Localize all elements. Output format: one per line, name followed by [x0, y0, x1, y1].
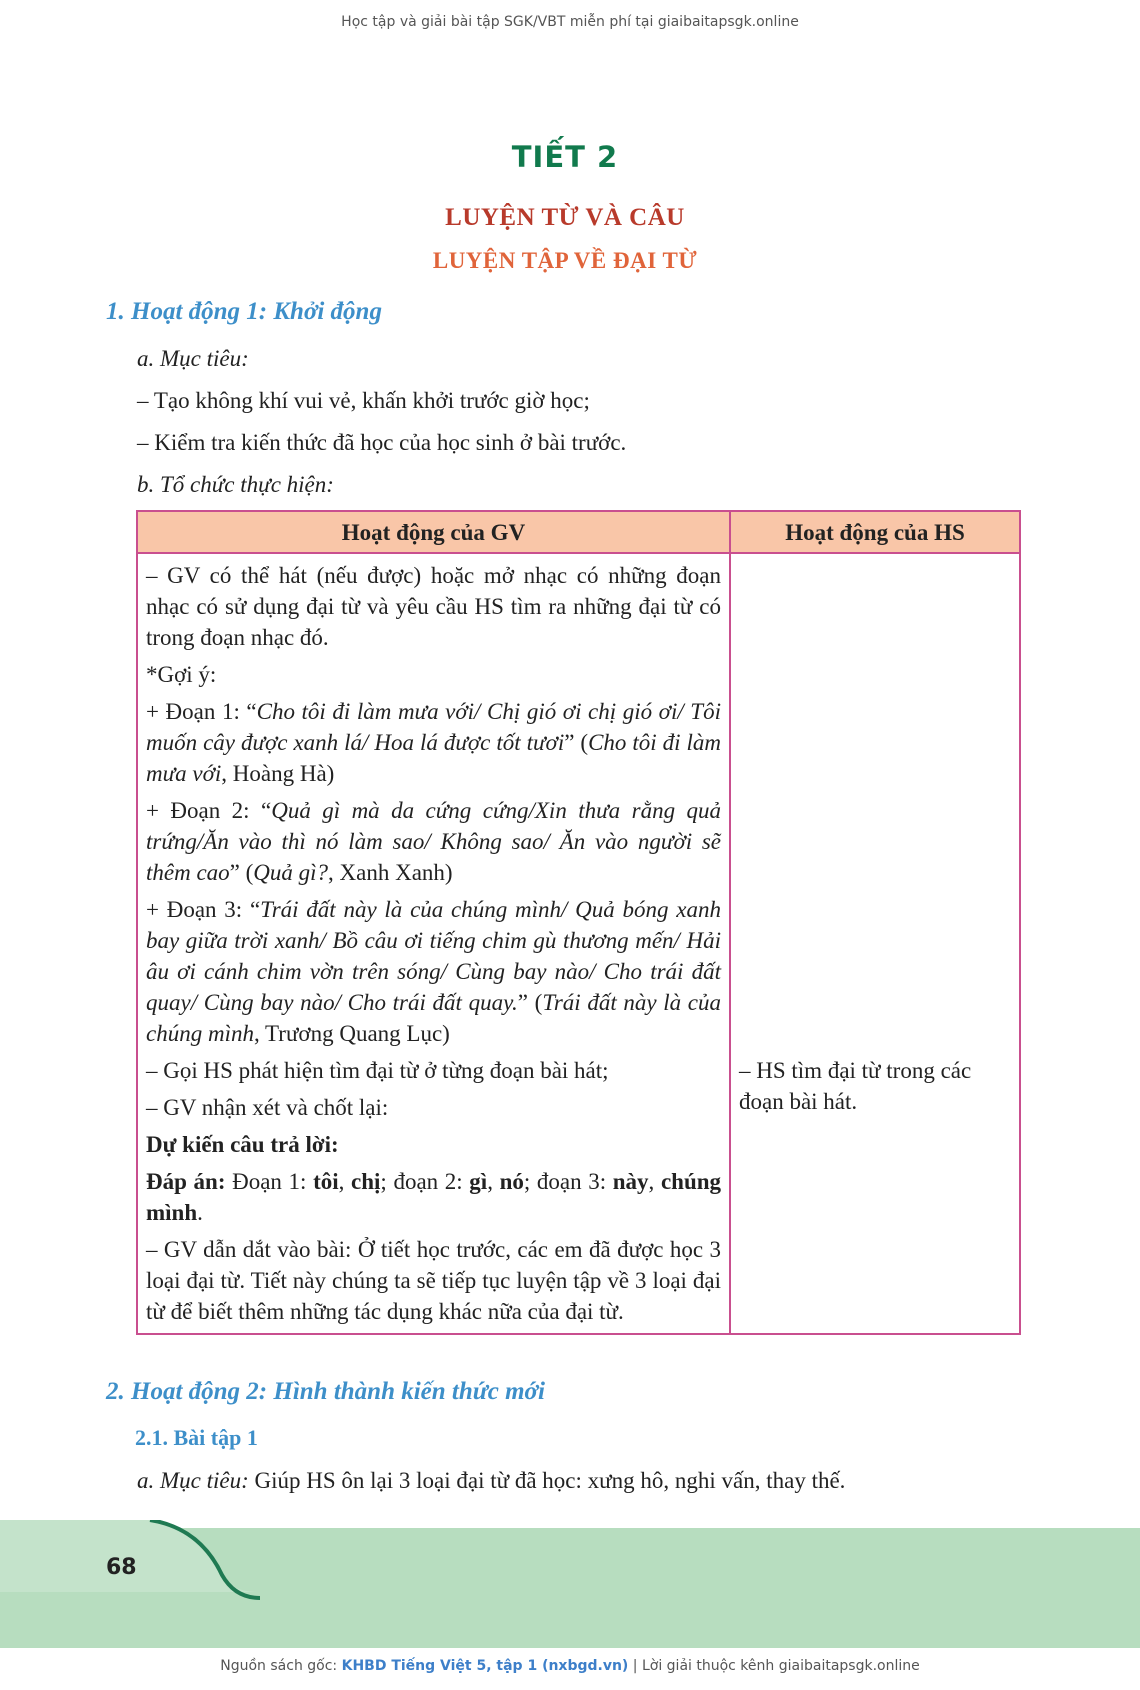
expected-answer-label: Dự kiến câu trả lời: [146, 1132, 339, 1157]
song-excerpt-1: + Đoạn 1: “Cho tôi đi làm mưa với/ Chị gió ơi chị gió ơi/ Tôi muốn cây được xanh lá/ Hoa lá được tốt tươi” (Cho tôi đi làm mưa với, Hoàng Hà) [146, 699, 721, 786]
header-note: Học tập và giải bài tập SGK/VBT miễn phí tại giaibaitapsgk.online [341, 14, 799, 30]
activity2-objective: a. Mục tiêu: Giúp HS ôn lại 3 loại đại từ đã học: xưng hô, nghi vấn, thay thế. [137, 1468, 846, 1493]
gv-paragraph-4: – GV dẫn dắt vào bài: Ở tiết học trước, các em đã được học 3 loại đại từ. Tiết này chúng ta sẽ tiếp tục luyện tập về 3 loại đại từ để biết thêm những tác dụng khác nữa của đại từ. [146, 1237, 721, 1324]
activity1-objective-2: – Kiểm tra kiến thức đã học của học sinh ở bài trước. [137, 430, 627, 455]
hint-label: *Gợi ý: [146, 662, 217, 687]
gv-paragraph-2: – Gọi HS phát hiện tìm đại từ ở từng đoạn bài hát; [146, 1058, 609, 1083]
activity2-heading: 2. Hoạt động 2: Hình thành kiến thức mới [106, 1378, 545, 1405]
hs-activity-text: – HS tìm đại từ trong các đoạn bài hát. [739, 1057, 972, 1114]
activity-table [136, 510, 1021, 1335]
activity1-objective-label: a. Mục tiêu: [137, 346, 249, 371]
gv-paragraph-3: – GV nhận xét và chốt lại: [146, 1095, 389, 1120]
gv-paragraph-1: – GV có thể hát (nếu được) hoặc mở nhạc có những đoạn nhạc có sử dụng đại từ và yêu cầu HS tìm ra những đại từ có trong đoạn nhạc đó. [146, 563, 721, 650]
answer-paragraph: Đáp án: Đoạn 1: tôi, chị; đoạn 2: gì, nó; đoạn 3: này, chúng mình. [146, 1169, 722, 1225]
lesson-period: TIẾT 2 [511, 140, 619, 174]
lesson-subtitle: LUYỆN TẬP VỀ ĐẠI TỪ [432, 248, 698, 273]
song-excerpt-2: + Đoạn 2: “Quả gì mà da cứng cứng/Xin thưa rằng quả trứng/Ăn vào thì nó làm sao/ Không sao/ Ăn vào người sẽ thêm cao” (Quả gì?, Xanh Xanh) [146, 798, 721, 885]
hs-activity-cell [730, 553, 1020, 1334]
song-excerpt-3: + Đoạn 3: “Trái đất này là của chúng mình/ Quả bóng xanh bay giữa trời xanh/ Bồ câu ơi tiếng chim gù thương mến/ Hải âu ơi cánh chim vờn trên sóng/ Cùng bay nào/ Cho trái đất quay/ Cùng bay nào/ Cho trái đất quay.” (Trái đất này là của chúng mình, Trương Quang Lục) [146, 897, 721, 1046]
table-header-hs: Hoạt động của HS [730, 511, 1020, 553]
gv-activity-cell [137, 553, 730, 1334]
lesson-title: LUYỆN TỪ VÀ CÂU [445, 204, 685, 231]
activity1-organization-label: b. Tổ chức thực hiện: [137, 472, 334, 497]
activity1-objective-1: – Tạo không khí vui vẻ, khấn khởi trước giờ học; [137, 388, 590, 413]
source-note: Nguồn sách gốc: KHBD Tiếng Việt 5, tập 1 (nxbgd.vn) | Lời giải thuộc kênh giaibaitapsgk.online [220, 1658, 920, 1674]
exercise-1-heading: 2.1. Bài tập 1 [135, 1425, 258, 1450]
footer-wave-decoration [0, 1520, 1140, 1600]
table-header-gv: Hoạt động của GV [137, 511, 730, 553]
page-number: 68 [106, 1555, 137, 1580]
activity1-heading: 1. Hoạt động 1: Khởi động [106, 298, 382, 325]
